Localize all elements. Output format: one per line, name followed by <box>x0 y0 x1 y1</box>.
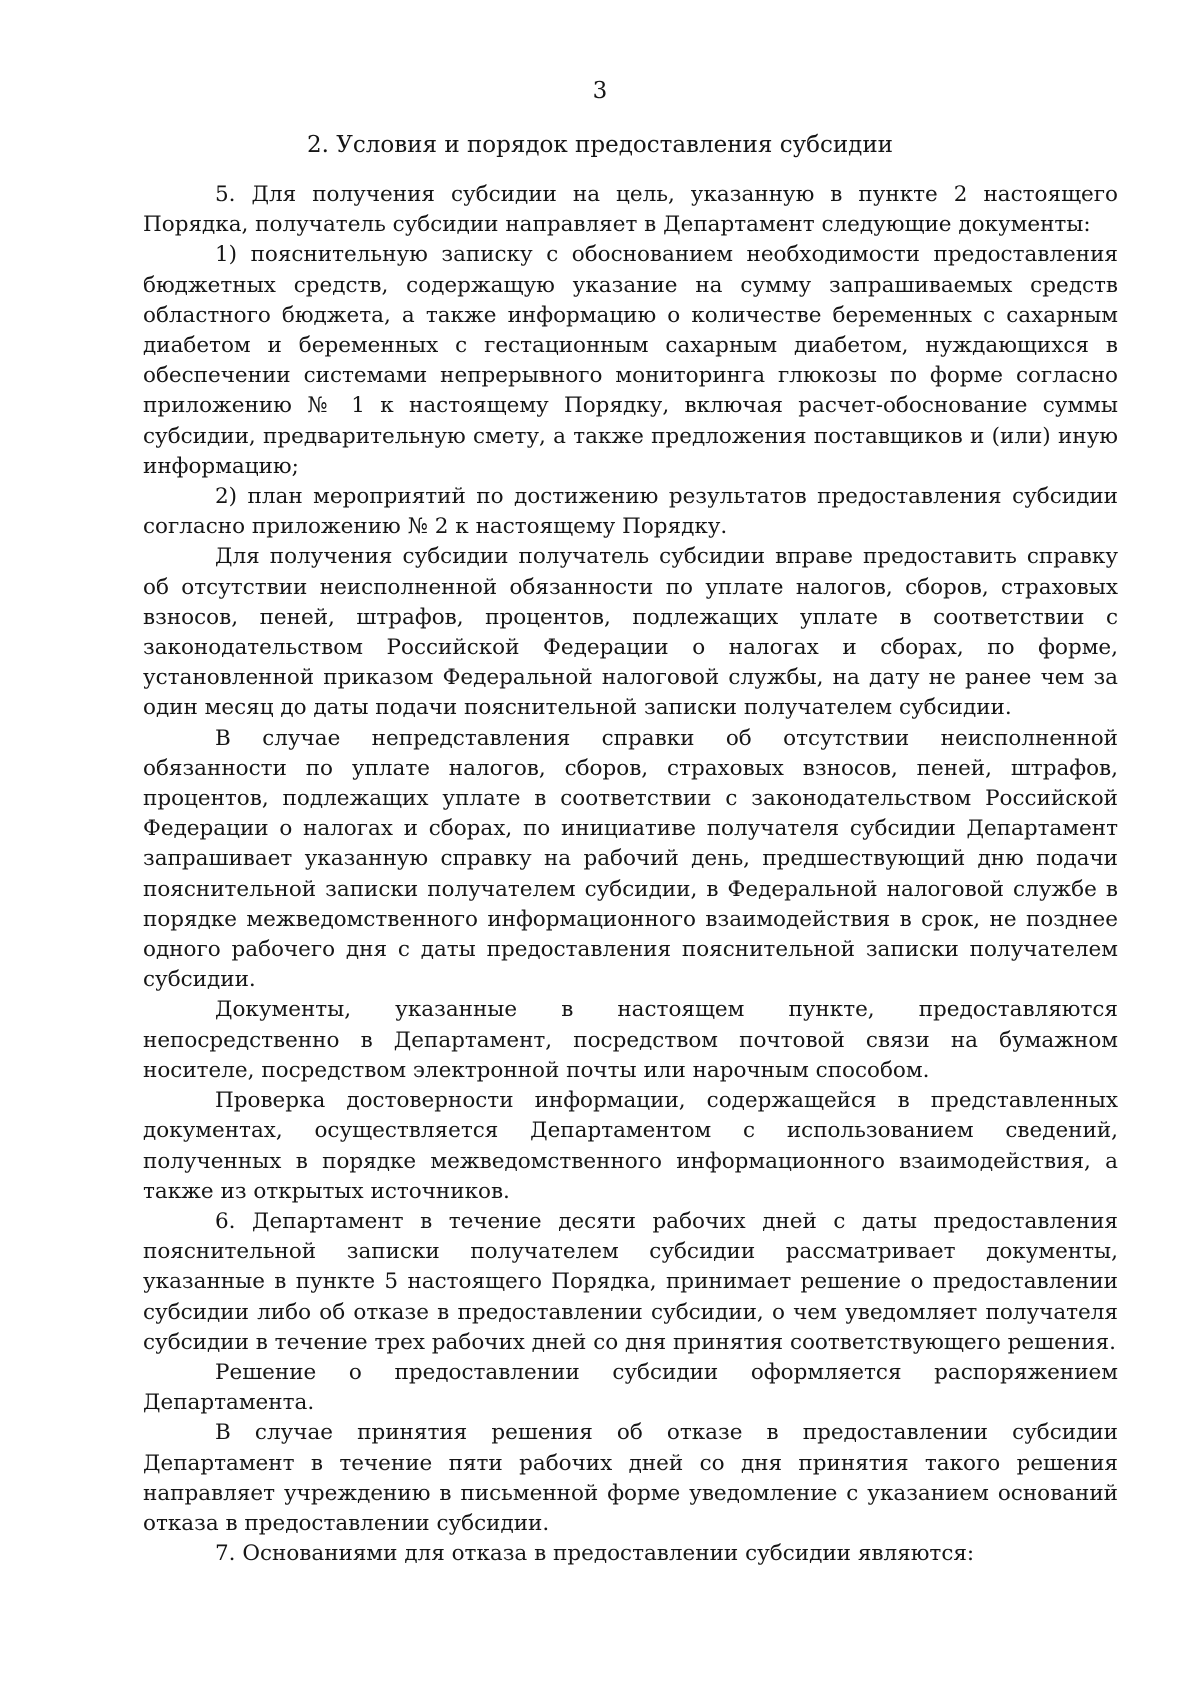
paragraph-submission-methods: Документы, указанные в настоящем пункте, предоставляются непосредственно в Департамент, посредством почтовой связи на бумажном носителе, посредством электронной почты или нарочным способом. <box>143 997 1118 1083</box>
paragraph-5-intro: 5. Для получения субсидии на цель, указанную в пункте 2 настоящего Порядка, получатель субсидии направляет в Департамент следующие документы: <box>143 182 1118 238</box>
document-body <box>143 180 1118 1569</box>
paragraph-certificate-request: В случае непредставления справки об отсутствии неисполненной обязанности по уплате налогов, сборов, страховых взносов, пеней, штрафов, процентов, подлежащих уплате в соответствии с законодательством Российской Федерации о налогах и сборах, по инициативе получателя субсидии Департамент запрашивает указанную справку на рабочий день, предшествующий дню подачи пояснительной записки получателем субсидии, в Федеральной налоговой службе в порядке межведомственного информационного взаимодействия в срок, не позднее одного рабочего дня с даты предоставления пояснительной записки получателем субсидии. <box>143 725 1118 993</box>
paragraph-tax-certificate: Для получения субсидии получатель субсидии вправе предоставить справку об отсутствии неисполненной обязанности по уплате налогов, сборов, страховых взносов, пеней, штрафов, процентов, подлежащих уплате в соответствии с законодательством Российской Федерации о налогах и сборах, по форме, установленной приказом Федеральной налоговой службы, на дату не ранее чем за один месяц до даты подачи пояснительной записки получателем субсидии. <box>143 544 1118 721</box>
paragraph-6-review: 6. Департамент в течение десяти рабочих дней с даты предоставления пояснительной записки получателем субсидии рассматривает документы, указанные в пункте 5 настоящего Порядка, принимает решение о предоставлении субсидии либо об отказе в предоставлении субсидии, о чем уведомляет получателя субсидии в течение трех рабочих дней со дня принятия соответствующего решения. <box>143 1208 1118 1355</box>
list-item-1: 1) пояснительную записку с обоснованием необходимости предоставления бюджетных средств, содержащую указание на сумму запрашиваемых средств областного бюджета, а также информацию о количестве беременных с сахарным диабетом и беременных с гестационным сахарным диабетом, нуждающихся в обеспечении системами непрерывного мониторинга глюкозы по форме согласно приложению № 1 к настоящему Порядку, включая расчет-обоснование суммы субсидии, предварительную смету, а также предложения поставщиков и (или) иную информацию; <box>143 242 1118 479</box>
paragraph-7-grounds: 7. Основаниями для отказа в предоставлении субсидии являются: <box>215 1541 975 1567</box>
paragraph-decision: Решение о предоставлении субсидии оформляется распоряжением Департамента. <box>143 1359 1118 1416</box>
list-item-2: 2) план мероприятий по достижению результатов предоставления субсидии согласно приложению № 2 к настоящему Порядку. <box>143 484 1118 540</box>
paragraph-refusal-notice: В случае принятия решения об отказе в предоставлении субсидии Департамент в течение пяти рабочих дней со дня принятия такого решения направляет учреждению в письменной форме уведомление с указанием оснований отказа в предоставлении субсидии. <box>143 1420 1118 1536</box>
page-number: 3 <box>592 78 608 104</box>
paragraph-verification: Проверка достоверности информации, содержащейся в представленных документах, осуществляется Департаментом с использованием сведений, полученных в порядке межведомственного информационного взаимодействия, а также из открытых источников. <box>143 1088 1118 1204</box>
section-heading: 2. Условия и порядок предоставления субсидии <box>307 132 893 158</box>
